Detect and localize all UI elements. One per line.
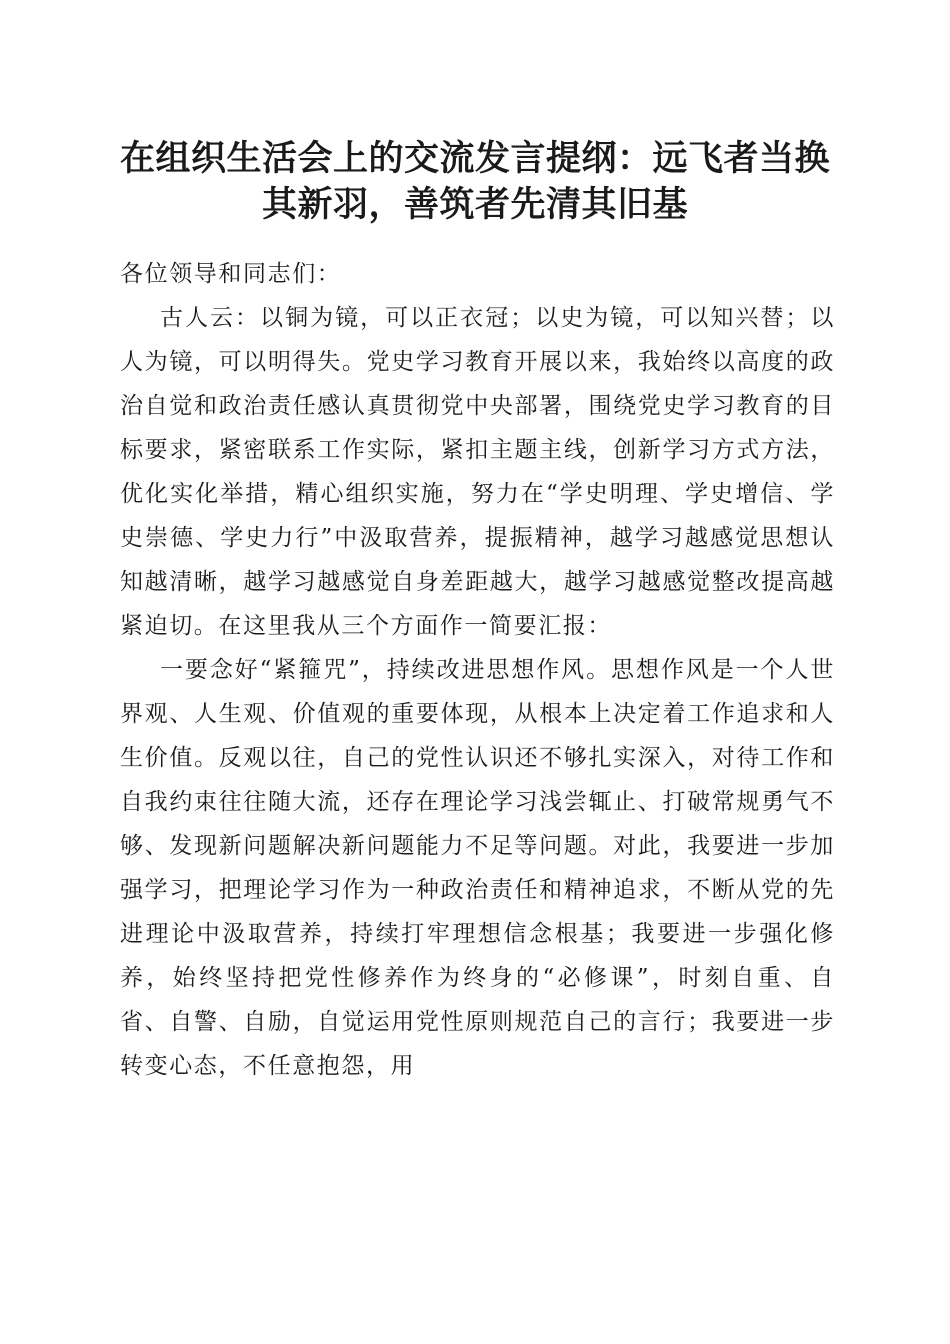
document-body [120,252,835,1088]
salutation: 各位领导和同志们： [120,261,342,287]
document-title [100,136,850,228]
title-line-2: 其新羽，善筑者先清其旧基 [261,184,688,225]
title-line-1: 在组织生活会上的交流发言提纲：远飞者当换 [119,138,830,179]
paragraph-point-one: 一要念好“紧箍咒”，持续改进思想作风。思想作风是一个人世界观、人生观、价值观的重要体现，从根本上决定着工作追求和人生价值。反观以往，自己的党性认识还不够扎实深入，对待工作和自我约束往往随大流，还存在理论学习浅尝辄止、打破常规勇气不够、发现新问题解决新问题能力不足等问题。对此，我要进一步加强学习，把理论学习作为一种政治责任和精神追求，不断从党的先进理论中汲取营养，持续打牢理想信念根基；我要进一步强化修养，始终坚持把党性修养作为终身的“必修课”，时刻自重、自省、自警、自励，自觉运用党性原则规范自己的言行；我要进一步转变心态，不任意抱怨，用 [120,657,835,1079]
paragraph-intro: 古人云：以铜为镜，可以正衣冠；以史为镜，可以知兴替；以人为镜，可以明得失。党史学习教育开展以来，我始终以高度的政治自觉和政治责任感认真贯彻党中央部署，围绕党史学习教育的目标要求，紧密联系工作实际，紧扣主题主线，创新学习方式方法，优化实化举措，精心组织实施，努力在“学史明理、学史增信、学史崇德、学史力行”中汲取营养，提振精神，越学习越感觉思想认知越清晰，越学习越感觉自身差距越大，越学习越感觉整改提高越紧迫切。在这里我从三个方面作一简要汇报： [120,305,835,639]
